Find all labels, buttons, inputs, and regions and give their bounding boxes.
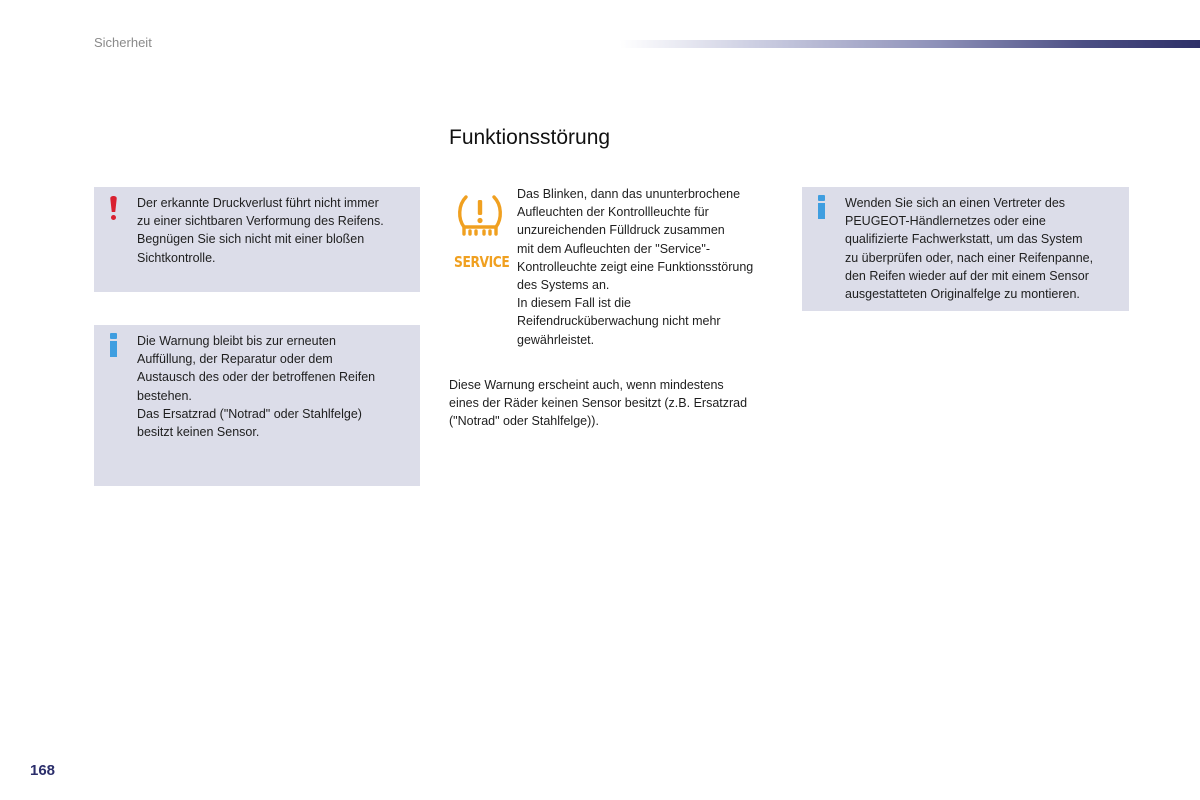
service-warning-icon: SERVICE — [454, 253, 510, 271]
info-icon — [110, 333, 118, 357]
warning-text: Der erkannte Druckverlust führt nicht immer zu einer sichtbaren Verformung des Reifens. Begnügen Sie sich nicht mit einer bloßen Sichtkontrolle. — [137, 196, 384, 265]
exclamation-warning-icon — [110, 196, 118, 221]
warning-box — [94, 187, 420, 292]
info-icon — [818, 195, 826, 219]
header-gradient-bar — [620, 40, 1200, 48]
tyre-pressure-warning-icon — [456, 193, 504, 239]
info-box-right — [802, 187, 1129, 311]
malfunction-description: Das Blinken, dann das ununterbrochene Aufleuchten der Kontrollleuchte für unzureichenden Fülldruck zusammen mit dem Aufleuchten der "Service"- Kontrolleuchte zeigt eine Funktionsstörung des Systems an. In diesem Fall ist die Reifendrucküberwachung nicht mehr gewährleistet. — [517, 187, 754, 347]
info-box-left — [94, 325, 420, 486]
section-title: Funktionsstörung — [449, 126, 611, 149]
page-number: 168 — [30, 762, 56, 779]
section-label: Sicherheit — [94, 35, 152, 50]
sensor-note: Diese Warnung erscheint auch, wenn mindestens eines der Räder keinen Sensor besitzt (z.B. Ersatzrad ("Notrad" oder Stahlfelge)). — [449, 378, 748, 429]
info-text-right: Wenden Sie sich an einen Vertreter des PEUGEOT-Händlernetzes oder eine qualifizierte Fachwerkstatt, um das System zu überprüfen oder, nach einer Reifenpanne, den Reifen wieder auf der mit einem Sensor ausgestatteten Originalfelge zu montieren. — [845, 196, 1094, 302]
info-text-left: Die Warnung bleibt bis zur erneuten Auffüllung, der Reparatur oder dem Austausch des oder der betroffenen Reifen bestehen. Das Ersatzrad ("Notrad" oder Stahlfelge) besitzt keinen Sensor. — [137, 334, 376, 440]
